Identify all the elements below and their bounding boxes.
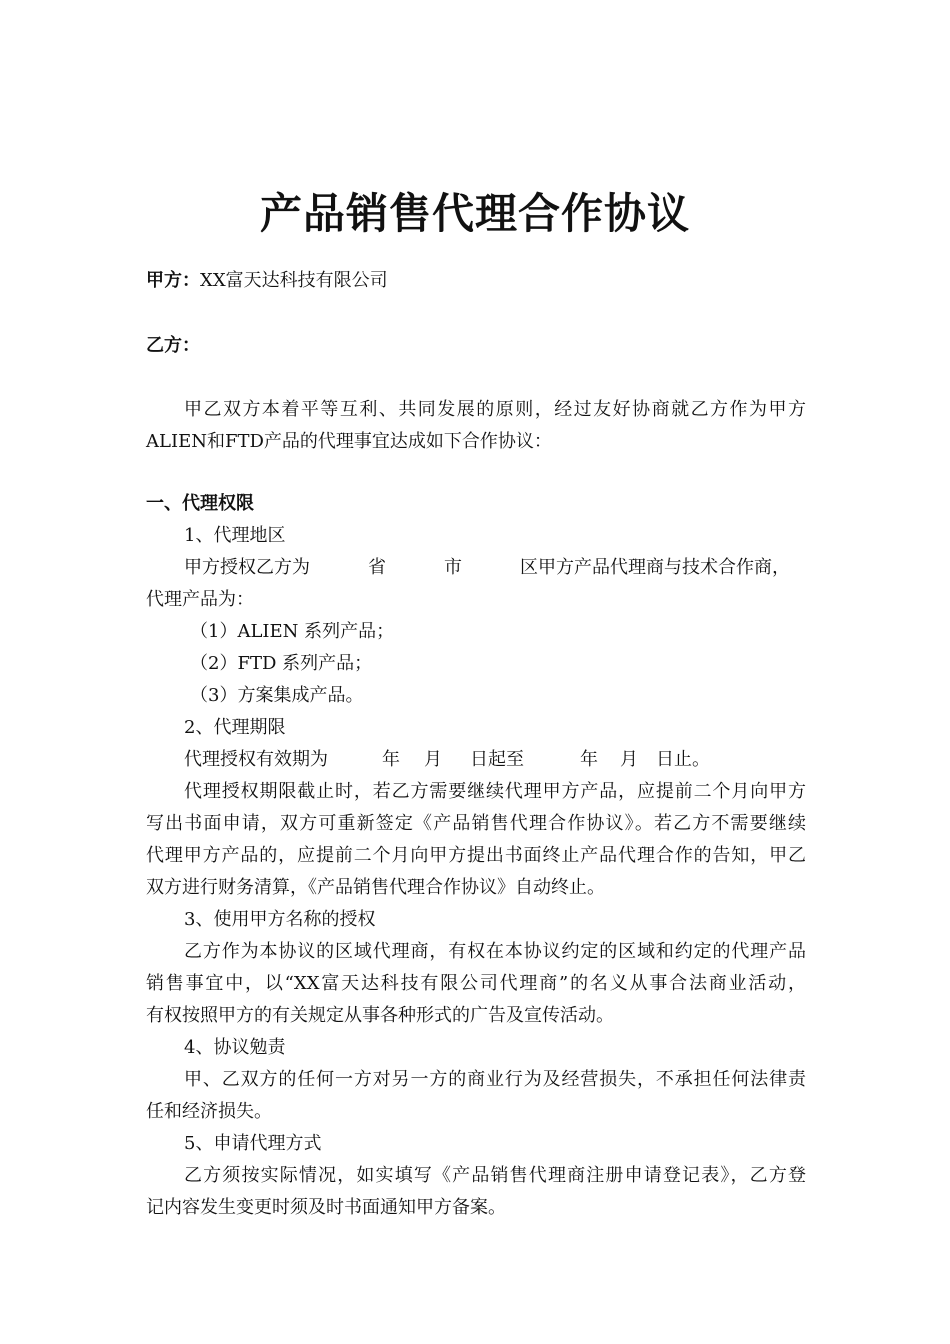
apply-line-2: 记内容发生变更时须及时书面通知甲方备案。 (146, 1197, 506, 1218)
party-a-value: XX富天达科技有限公司 (200, 270, 388, 291)
region-text-d: 区甲方产品代理商与技术合作商， (520, 557, 790, 578)
sub3-heading: 3、使用甲方名称的授权 (184, 909, 376, 930)
name-auth-line-2: 销售事宜中，以“XX富天达科技有限公司代理商”的名义从事合法商业活动， (146, 973, 806, 994)
apply-line-1: 乙方须按实际情况，如实填写《产品销售代理商注册申请登记表》，乙方登 (184, 1165, 806, 1186)
period-day-1: 日起至 (470, 749, 524, 770)
party-b-label: 乙方： (146, 335, 200, 356)
period-year-2: 年 (580, 749, 598, 770)
name-auth-line-1: 乙方作为本协议的区域代理商，有权在本协议约定的区域和约定的代理产品 (184, 941, 806, 962)
region-province: 省 (368, 557, 386, 578)
section1-heading: 一、代理权限 (146, 493, 254, 514)
period-year-1: 年 (382, 749, 400, 770)
period-para-line-1: 代理授权期限截止时，若乙方需要继续代理甲方产品，应提前二个月向甲方 (184, 781, 806, 802)
sub4-heading: 4、协议勉责 (184, 1037, 286, 1058)
party-a-line (146, 268, 388, 294)
period-month-2: 月 (620, 749, 638, 770)
period-text-a: 代理授权有效期为 (184, 749, 328, 770)
document-title: 产品销售代理合作协议 (259, 189, 690, 238)
period-para-line-4: 双方进行财务清算，《产品销售代理合作协议》自动终止。 (146, 877, 605, 898)
intro-line-2: ALIEN和FTD产品的代理事宜达成如下合作协议： (146, 431, 552, 452)
product-item-1: （1）ALIEN 系列产品； (190, 621, 395, 642)
name-auth-line-3: 有权按照甲方的有关规定从事各种形式的广告及宣传活动。 (146, 1005, 614, 1026)
product-item-2: （2）FTD 系列产品； (190, 653, 373, 674)
party-b-line (146, 333, 200, 359)
intro-line-1: 甲乙双方本着平等互利、共同发展的原则，经过友好协商就乙方作为甲方 (184, 399, 806, 420)
period-para-line-2: 写出书面申请，双方可重新签定《产品销售代理合作协议》。若乙方不需要继续 (146, 813, 806, 834)
sub5-heading: 5、申请代理方式 (184, 1133, 322, 1154)
region-line-2: 代理产品为： (146, 589, 254, 610)
product-item-3: （3）方案集成产品。 (190, 685, 364, 706)
period-line (184, 747, 710, 773)
region-line (184, 555, 790, 581)
region-city: 市 (444, 557, 462, 578)
period-para-line-3: 代理甲方产品的，应提前二个月向甲方提出书面终止产品代理合作的告知，甲乙 (146, 845, 806, 866)
period-day-2: 日止。 (656, 749, 710, 770)
liability-line-2: 任和经济损失。 (146, 1101, 272, 1122)
sub2-heading: 2、代理期限 (184, 717, 286, 738)
region-text-a: 甲方授权乙方为 (184, 557, 310, 578)
sub1-heading: 1、代理地区 (184, 525, 286, 546)
period-month-1: 月 (424, 749, 442, 770)
party-a-label: 甲方： (146, 270, 200, 291)
liability-line-1: 甲、乙双方的任何一方对另一方的商业行为及经营损失，不承担任何法律责 (184, 1069, 806, 1090)
